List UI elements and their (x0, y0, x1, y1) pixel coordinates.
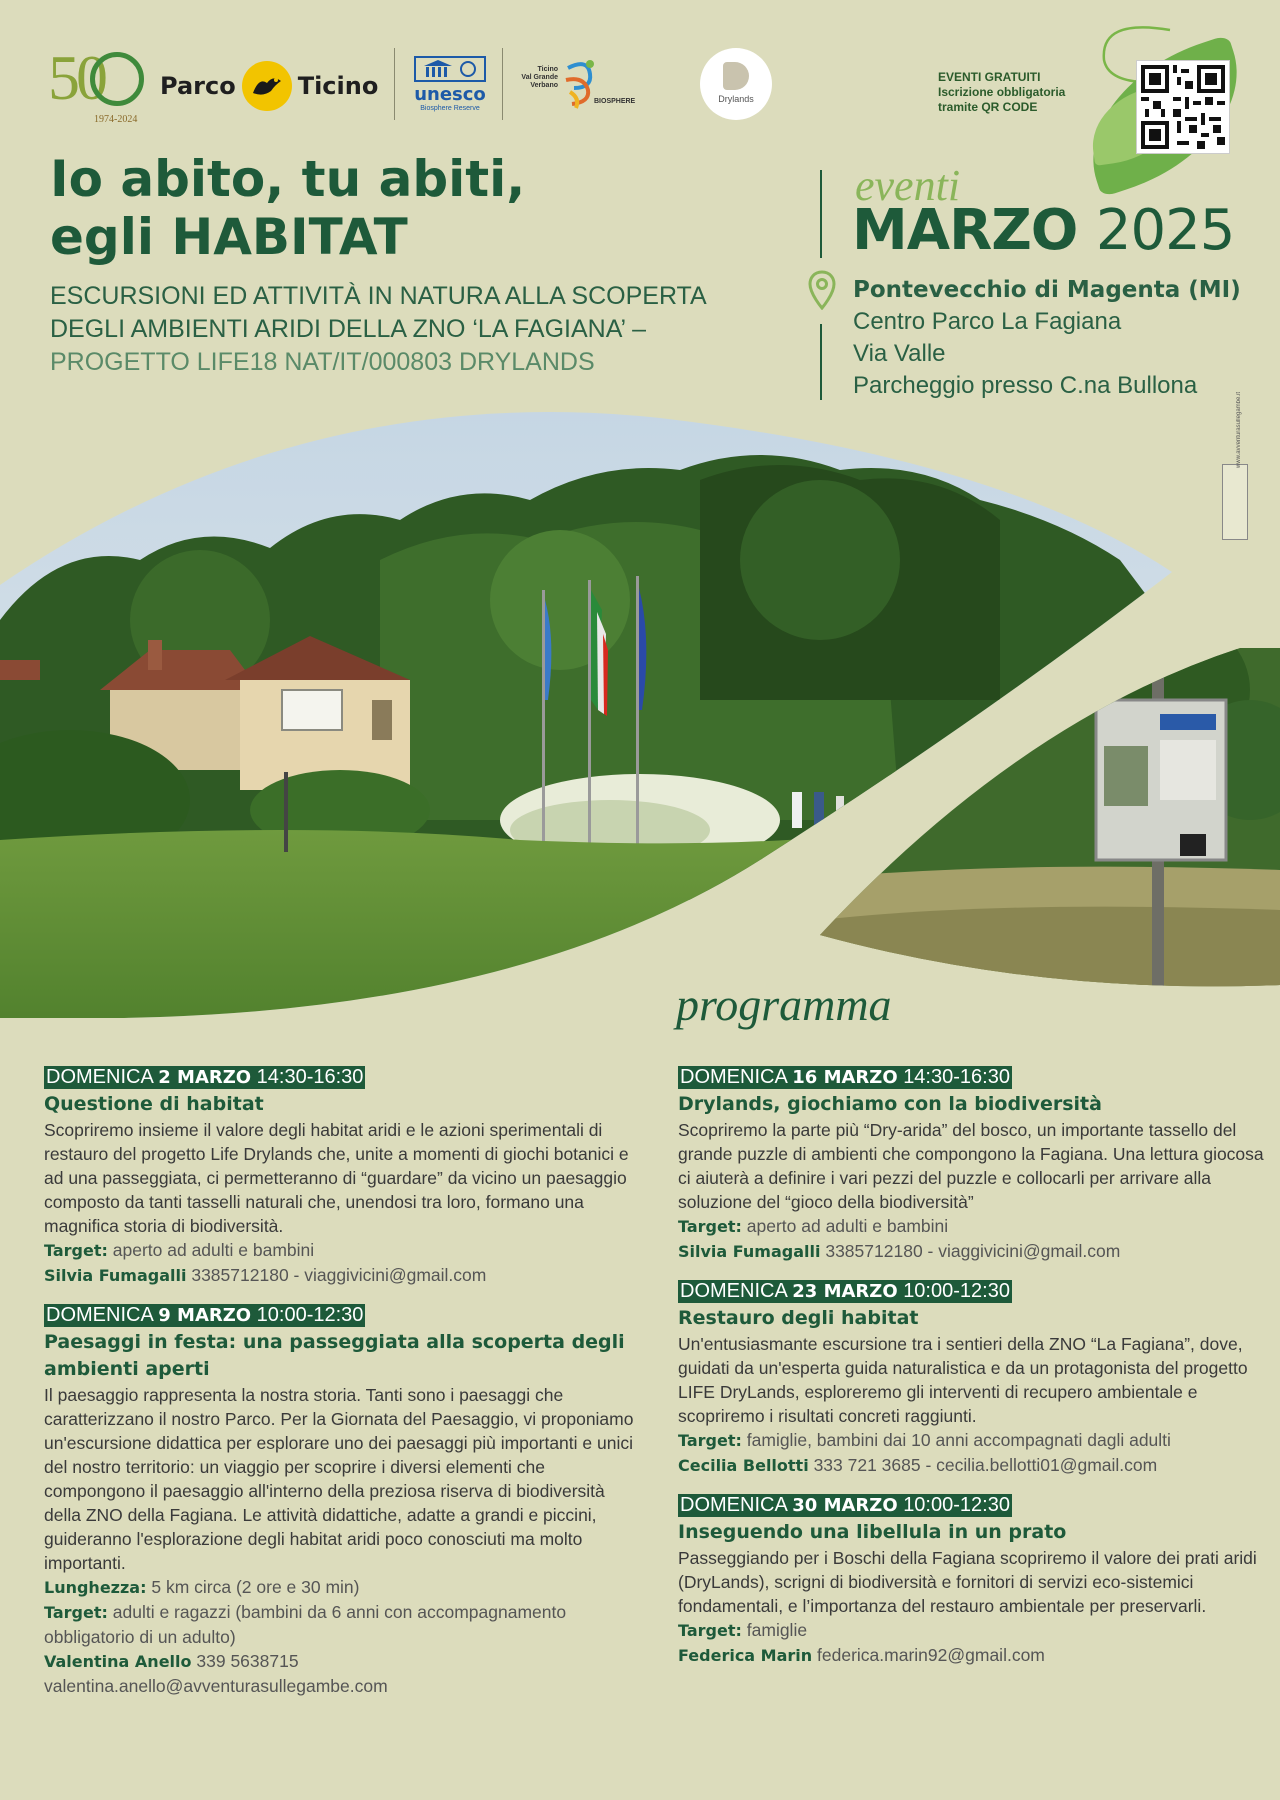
subtitle-line: DEGLI AMBIENTI ARIDI DELLA ZNO ‘LA FAGIANA’ – (50, 315, 647, 343)
vertical-divider (820, 170, 822, 258)
qr-info-line: EVENTI GRATUITI (938, 70, 1041, 84)
qr-info-line: Iscrizione obbligatoria (938, 85, 1066, 99)
event-contact: Valentina Anello 339 5638715 (44, 1651, 299, 1671)
side-sticker (1222, 464, 1248, 540)
ticino-label: Ticino (297, 72, 379, 100)
logo-divider (394, 48, 395, 120)
program-column-right (678, 1066, 1278, 1684)
anniversary-years: 1974-2024 (94, 114, 138, 125)
month-year (852, 198, 1234, 263)
logo-divider (502, 48, 503, 120)
event-date: DOMENICA 23 MARZO 10:00-12:30 (680, 1280, 1010, 1302)
unesco-logo (410, 56, 490, 112)
event-date: DOMENICA 16 MARZO 14:30-16:30 (680, 1066, 1010, 1088)
program-column-left (44, 1066, 644, 1714)
event-contact: Silvia Fumagalli 3385712180 - viaggivicini@gmail.com (44, 1265, 487, 1285)
vertical-divider (820, 324, 822, 400)
event-date: DOMENICA 2 MARZO 14:30-16:30 (46, 1066, 364, 1088)
event-contact: Federica Marin federica.marin92@gmail.com (678, 1645, 1045, 1665)
year-label: 2025 (1095, 198, 1235, 263)
eventi-label: eventi (855, 161, 961, 210)
anniversary-logo (48, 42, 152, 126)
month-label: MARZO (852, 198, 1078, 263)
parco-label: Parco (160, 72, 236, 100)
unesco-sub: Biosphere Reserve (420, 105, 480, 112)
event-description: Passeggiando per i Boschi della Fagiana scopriremo il valore dei prati aridi (DryLands), scrigni di biodiversità e fornitori di servizi eco-sistemici fondamentali, e l’importanza del restauro ambientale per preservarli. (678, 1548, 1257, 1616)
event-target: Target: famiglie, bambini dai 10 anni accompagnati dagli adulti (678, 1430, 1171, 1450)
event-contact: Silvia Fumagalli 3385712180 - viaggivicini@gmail.com (678, 1241, 1121, 1261)
event-title: Questione di habitat (44, 1093, 264, 1115)
drylands-d-icon (723, 62, 749, 90)
event-description: Il paesaggio rappresenta la nostra storia. Tanti sono i paesaggi che caratterizzano il nostro Parco. Per la Giornata del Paesaggio, vi proponiamo un'escursione didattica per esplorare uno dei paesaggi più importanti e unici del nostro territorio: un viaggio per scoprire i diversi elementi che compongono il paesaggio all'interno della preziosa riserva di biodiversità della ZNO della Fagiana. Le attività didattiche, adatte a grandi e piccini, guideranno l'esplorazione degli habitat aridi poco conosciuti ma molto importanti. (44, 1385, 634, 1573)
programma-heading: programma (676, 979, 892, 1030)
event-description: Scopriremo insieme il valore degli habitat aridi e le azioni sperimentali di restauro del progetto Life Drylands che, unite a momenti di giochi botanici e ad una passeggiata, ci permetteranno di “guardare” da vicino un paesaggio composto da tanti tasselli naturali che, unendosi tra loro, formano una magnifica storia di biodiversità. (44, 1120, 629, 1236)
anniversary-number: 50 (48, 42, 104, 113)
subtitle-line: PROGETTO LIFE18 NAT/IT/000803 DRYLANDS (50, 348, 595, 376)
event-email[interactable]: valentina.anello@avventurasullegambe.com (44, 1676, 388, 1696)
location-line: Via Valle (853, 340, 946, 367)
event-target: Target: adulti e ragazzi (bambini da 6 anni con accompagnamento obbligatorio di un adulto) (44, 1602, 567, 1647)
registration-qr-code[interactable] (1136, 60, 1230, 154)
event-title: Paesaggi in festa: una passeggiata alla scoperta degli ambienti aperti (44, 1331, 625, 1380)
location-line: Parcheggio presso C.na Bullona (853, 372, 1198, 399)
event-date: DOMENICA 30 MARZO 10:00-12:30 (680, 1494, 1010, 1516)
location-line: Pontevecchio di Magenta (MI) (853, 277, 1241, 303)
event-item (678, 1280, 1278, 1478)
event-description: Un'entusiasmante escursione tra i sentieri della ZNO “La Fagiana”, dove, guidati da un'esperta guida naturalistica e da un protagonista del progetto LIFE DryLands, esploreremo gli interventi di recupero ambientale e scopriremo i risultati concreti raggiunti. (678, 1334, 1248, 1426)
biosphere-word: BIOSPHERE (594, 98, 636, 105)
sun-icon (242, 61, 292, 111)
biosphere-labels: Ticino Val Grande Verbano (521, 66, 558, 89)
qr-info (938, 70, 1065, 115)
event-item (678, 1494, 1278, 1668)
side-url: www.avventurasullegambe.it (1236, 392, 1242, 469)
event-title: Restauro degli habitat (678, 1307, 919, 1329)
event-date: DOMENICA 9 MARZO 10:00-12:30 (46, 1304, 364, 1326)
page-title (50, 150, 525, 266)
parco-ticino-logo (160, 64, 378, 108)
biosphere-logo (520, 58, 636, 118)
event-item (44, 1304, 644, 1698)
title-line: Io abito, tu abiti, (50, 150, 526, 208)
event-title: Drylands, giochiamo con la biodiversità (678, 1093, 1102, 1115)
event-item (678, 1066, 1278, 1264)
location-pin-icon (808, 270, 836, 310)
title-line: egli HABITAT (50, 208, 408, 266)
event-location (853, 274, 1241, 402)
drylands-logo (700, 48, 772, 120)
event-target: Target: aperto ad adulti e bambini (44, 1240, 315, 1260)
event-item (44, 1066, 644, 1288)
subtitle-line: ESCURSIONI ED ATTIVITÀ IN NATURA ALLA SCOPERTA (50, 282, 707, 310)
location-line: Centro Parco La Fagiana (853, 308, 1122, 335)
event-length: Lunghezza: 5 km circa (2 ore e 30 min) (44, 1577, 360, 1597)
page-subtitle (50, 280, 707, 379)
event-target: Target: famiglie (678, 1620, 808, 1640)
event-target: Target: aperto ad adulti e bambini (678, 1216, 949, 1236)
event-title: Inseguendo una libellula in un prato (678, 1521, 1067, 1543)
qr-info-line: tramite QR CODE (938, 100, 1038, 114)
anniversary-ring (90, 52, 144, 106)
unesco-word: unesco (414, 84, 486, 105)
unesco-temple-icon (414, 56, 486, 82)
event-description: Scopriremo la parte più “Dry-arida” del bosco, un importante tassello del grande puzzle di ambienti che compongono la Fagiana. Una lettura giocosa ci aiuterà a definire i vari pezzi del puzzle e collocarli per arrivare alla soluzione del “gioco della biodiversità” (678, 1120, 1264, 1212)
park-photo (0, 400, 1280, 1020)
drylands-label: Drylands (718, 94, 754, 104)
event-contact: Cecilia Bellotti 333 721 3685 - cecilia.bellotti01@gmail.com (678, 1455, 1158, 1475)
